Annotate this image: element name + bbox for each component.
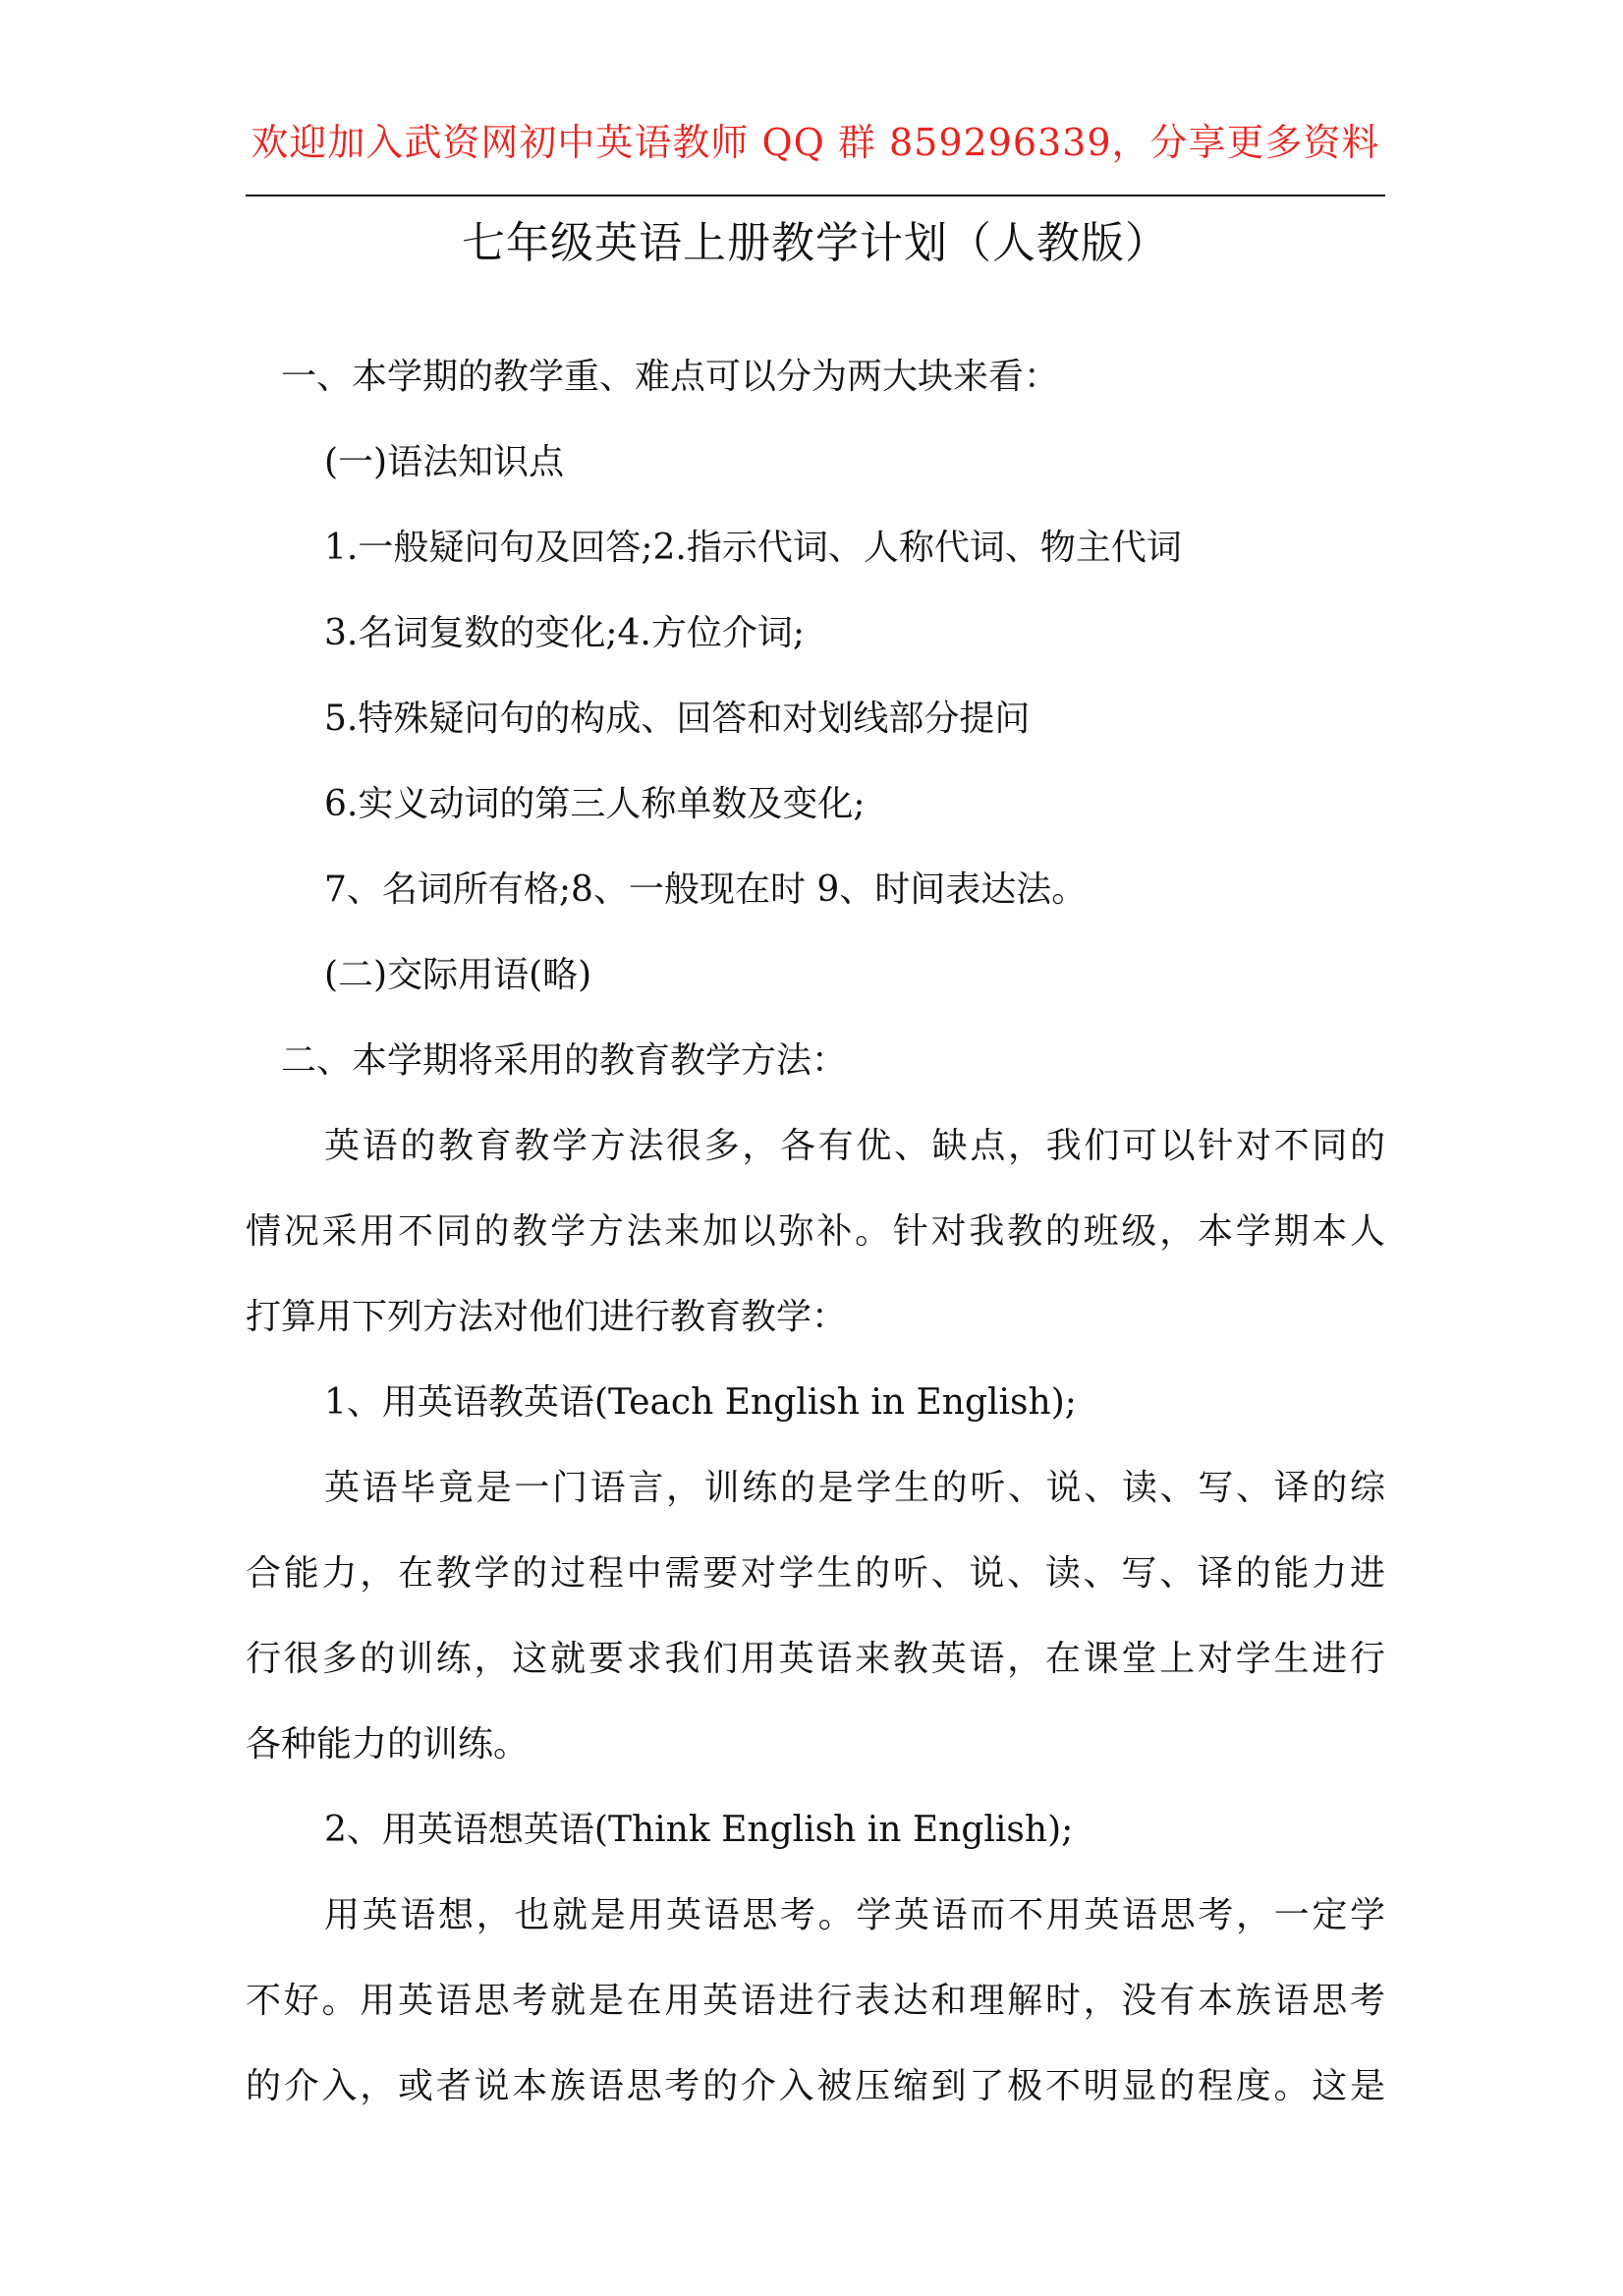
paragraph-line: 情况采用不同的教学方法来加以弥补。针对我教的班级，本学期本人 — [246, 1211, 1385, 1252]
paragraph-line: 合能力，在教学的过程中需要对学生的听、说、读、写、译的能力进 — [246, 1553, 1385, 1594]
list-item: 1.一般疑问句及回答;2.指示代词、人称代词、物主代词 — [324, 528, 1182, 568]
paragraph-line: 英语的教育教学方法很多，各有优、缺点，我们可以针对不同的 — [324, 1126, 1385, 1166]
paragraph-line: 的介入，或者说本族语思考的介入被压缩到了极不明显的程度。这是 — [246, 2066, 1385, 2106]
section-heading-1: 一、本学期的教学重、难点可以分为两大块来看： — [281, 357, 1060, 397]
method-heading-2: 2、用英语想英语(Think English in English); — [324, 1810, 1074, 1850]
paragraph-line: 各种能力的训练。 — [246, 1724, 530, 1764]
paragraph-line: 英语毕竟是一门语言，训练的是学生的听、说、读、写、译的综 — [324, 1468, 1385, 1508]
list-item: 7、名词所有格;8、一般现在时 9、时间表达法。 — [324, 869, 1088, 910]
method-heading-1: 1、用英语教英语(Teach English in English); — [324, 1382, 1077, 1423]
header-rule — [246, 195, 1385, 196]
list-item: 3.名词复数的变化;4.方位介词; — [324, 613, 805, 653]
list-item: 6.实义动词的第三人称单数及变化; — [324, 784, 866, 824]
section-heading-2: 二、本学期将采用的教育教学方法： — [281, 1040, 848, 1081]
paragraph-line: 用英语想，也就是用英语思考。学英语而不用英语思考，一定学 — [324, 1895, 1385, 1935]
list-item: 5.特殊疑问句的构成、回答和对划线部分提问 — [324, 699, 1031, 739]
document-title: 七年级英语上册教学计划（人教版） — [462, 218, 1169, 268]
paragraph-line: 行很多的训练，这就要求我们用英语来教英语，在课堂上对学生进行 — [246, 1639, 1385, 1679]
header-banner: 欢迎加入武资网初中英语教师 QQ 群 859296339，分享更多资料 — [251, 121, 1380, 164]
paragraph-line: 打算用下列方法对他们进行教育教学： — [246, 1297, 848, 1337]
subsection-heading-communication: (二)交际用语(略) — [324, 955, 592, 995]
paragraph-line: 不好。用英语思考就是在用英语进行表达和理解时，没有本族语思考 — [246, 1981, 1385, 2021]
subsection-heading-grammar: (一)语法知识点 — [324, 442, 565, 482]
document-body — [246, 334, 1385, 2129]
